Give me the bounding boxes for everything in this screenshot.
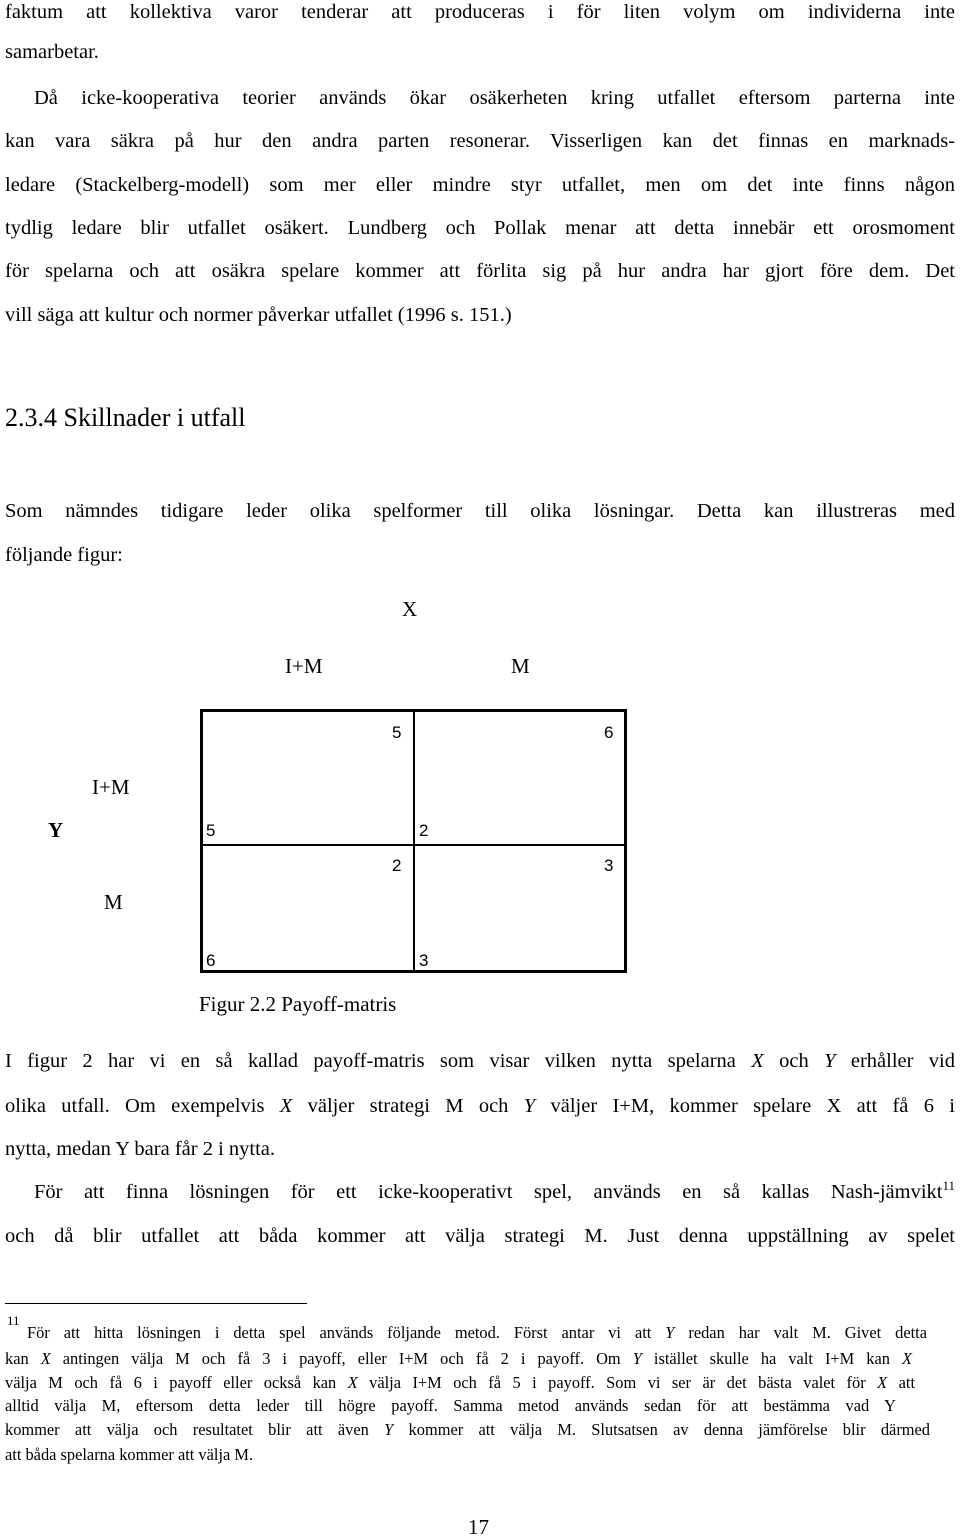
text-line <box>34 1180 955 1204</box>
payoff-value: 2 <box>419 821 429 840</box>
payoff-value: 5 <box>392 723 402 742</box>
text-run-italic: Y <box>665 1323 675 1342</box>
footnote-number: 11 <box>7 1313 20 1328</box>
row-strategy-label: I+M <box>92 775 130 799</box>
section-heading: 2.3.4 Skillnader i utfall <box>5 403 246 432</box>
payoff-value: 6 <box>206 951 216 970</box>
text-run: väljer strategi M och <box>292 1095 524 1117</box>
col-player-label: X <box>402 597 418 621</box>
text-run: I figur 2 har vi en så kallad payoff-matris som visar vilken nytta spelarna <box>5 1050 752 1072</box>
col-strategy-label: I+M <box>285 654 323 678</box>
text-run: kan <box>5 1349 41 1368</box>
text-line <box>5 1094 955 1118</box>
text-line: tydlig ledare blir utfallet osäkert. Lundberg och Pollak menar att detta innebär ett orosmoment <box>5 217 955 239</box>
footnote-reference[interactable]: 11 <box>942 1178 955 1194</box>
col-strategy-label: M <box>511 654 530 678</box>
text-line: kan vara säkra på hur den andra parten resonerar. Visserligen kan det finnas en marknads- <box>5 130 955 152</box>
text-run: kommer att välja och resultatet blir att även <box>5 1420 385 1439</box>
row-strategy-label: M <box>104 890 123 914</box>
figure-caption: Figur 2.2 Payoff-matris <box>199 992 397 1016</box>
text-line: Som nämndes tidigare leder olika spelformer till olika lösningar. Detta kan illustreras med <box>5 500 955 522</box>
footnote-line <box>5 1373 915 1393</box>
text-line: samarbetar. <box>5 41 99 63</box>
text-line: nytta, medan Y bara får 2 i nytta. <box>5 1138 276 1160</box>
text-run: väljer I+M, kommer spelare X att få 6 i <box>535 1095 955 1117</box>
row-player-label: Y <box>48 818 64 842</box>
payoff-value: 2 <box>392 856 402 875</box>
text-run: olika utfall. Om exempelvis <box>5 1095 280 1117</box>
footnote-line: att båda spelarna kommer att välja M. <box>5 1445 254 1464</box>
footnote-line <box>5 1349 912 1369</box>
text-run-italic: X <box>751 1050 764 1072</box>
text-run: välja M och få 6 i payoff eller också kan <box>5 1373 348 1392</box>
text-run: kommer att välja M. Slutsatsen av denna jämförelse blir därmed <box>393 1420 930 1439</box>
page-number: 17 <box>468 1515 489 1539</box>
text-run: och <box>763 1050 825 1072</box>
payoff-value: 5 <box>206 821 216 840</box>
text-line: Då icke-kooperativa teorier används ökar osäkerheten kring utfallet eftersom parterna inte <box>34 87 955 109</box>
text-line: följande figur: <box>5 544 123 566</box>
payoff-value: 6 <box>604 723 614 742</box>
text-run: antingen välja M och få 3 i payoff, eller I+M och få 2 i payoff. Om <box>50 1349 633 1368</box>
text-run-italic: X <box>877 1373 888 1392</box>
text-run: För att finna lösningen för ett icke-kooperativt spel, används en så kallas Nash-jämvikt <box>34 1181 943 1203</box>
payoff-value: 3 <box>419 951 429 970</box>
footnote-line <box>5 1420 930 1440</box>
text-run-italic: Y <box>824 1050 836 1072</box>
text-run: För att hitta lösningen i detta spel används följande metod. Först antar vi att <box>27 1323 666 1342</box>
footnote-line <box>27 1323 927 1343</box>
text-line: ledare (Stackelberg-modell) som mer eller mindre styr utfallet, men om det inte finns någon <box>5 174 955 196</box>
footnote-separator <box>5 1303 307 1304</box>
text-line: vill säga att kultur och normer påverkar utfallet (1996 s. 151.) <box>5 304 512 326</box>
text-run-italic: Y <box>523 1095 536 1117</box>
text-line: för spelarna och att osäkra spelare kommer att förlita sig på hur andra har gjort före dem. Det <box>5 260 955 282</box>
text-run: redan har valt M. Givet detta <box>674 1323 927 1342</box>
text-line: och då blir utfallet att båda kommer att välja strategi M. Just denna uppställning av spelet <box>5 1225 955 1247</box>
text-line: faktum att kollektiva varor tenderar att produceras i för liten volym om individerna inte <box>5 1 955 23</box>
text-run: välja I+M och få 5 i payoff. Som vi ser är det bästa valet för <box>357 1373 878 1392</box>
text-run-italic: Y <box>384 1420 394 1439</box>
text-run: istället skulle ha valt I+M kan <box>641 1349 902 1368</box>
text-run-italic: X <box>40 1349 51 1368</box>
payoff-value: 3 <box>604 856 614 875</box>
footnote-line: alltid välja M, eftersom detta leder till högre payoff. Samma metod används sedan för att bestämma vad Y <box>5 1396 896 1415</box>
text-run-italic: X <box>279 1095 293 1117</box>
text-run-italic: X <box>347 1373 358 1392</box>
text-run-italic: X <box>901 1349 912 1368</box>
text-run-italic: Y <box>632 1349 642 1368</box>
text-run: erhåller vid <box>835 1050 955 1072</box>
text-line <box>5 1049 955 1073</box>
text-run: att <box>887 1373 915 1392</box>
